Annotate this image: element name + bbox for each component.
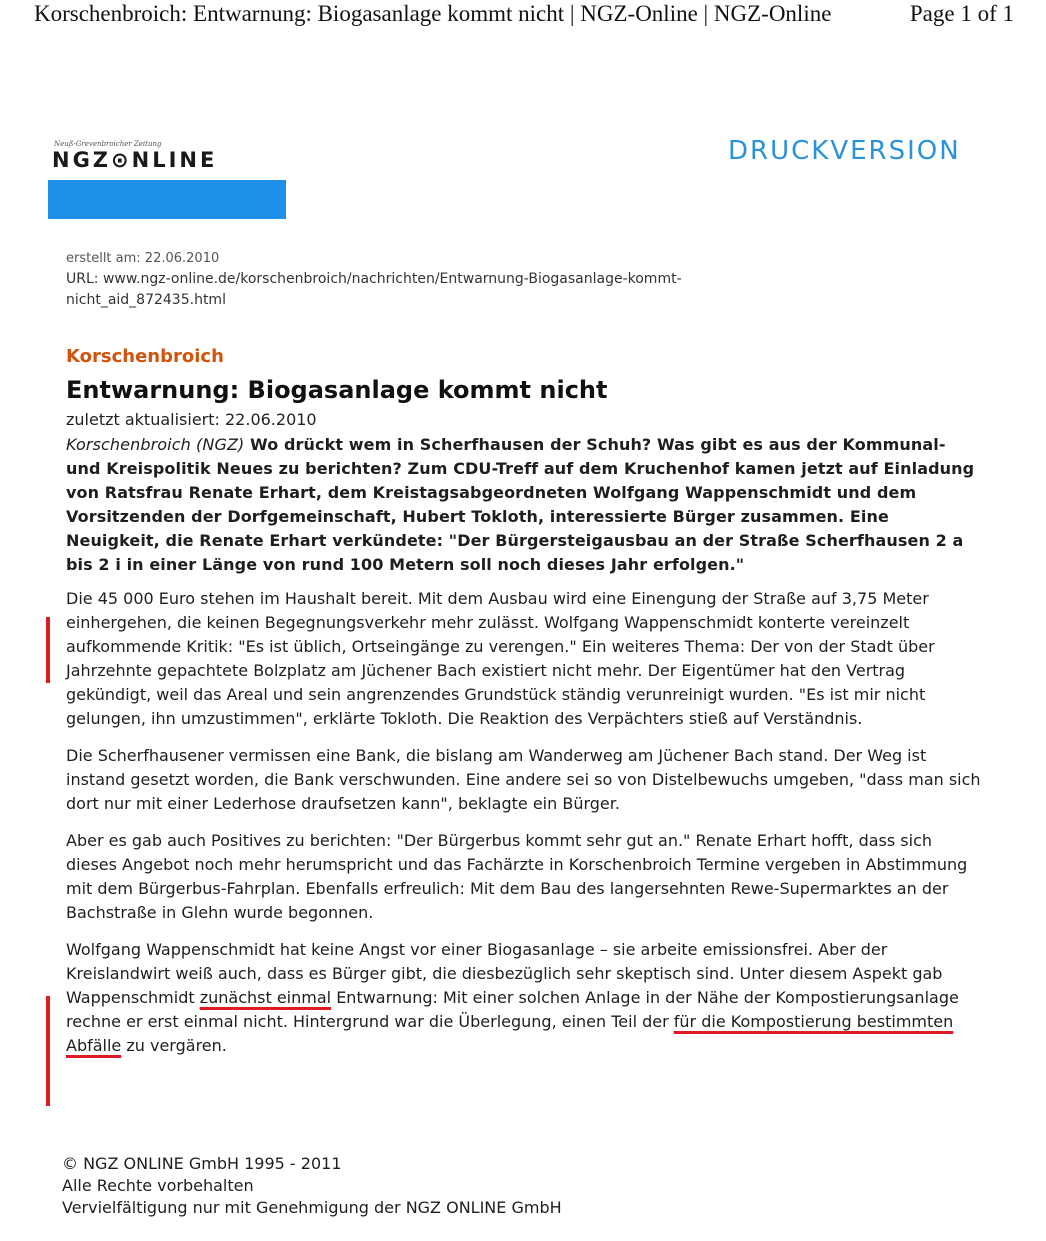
lead-text: Wo drückt wem in Scherfhausen der Schuh? Was gibt es aus der Kommunal- und Kreispolitik Neues zu berichten? Zum CDU-Treff auf dem Kruchenhof kamen jetzt auf Einladung von Ratsfrau Renate Erhart, dem Kreistagsabgeordneten Wolfgang Wappenschmidt und dem Vorsitzenden der Dorfgemeinschaft, Hubert Tokloth, interessierte Bürger zusammen. Eine Neuigkeit, die Renate Erhart verkündete: "Der Bürgersteigausbau an der Straße Scherfhausen 2 a bis 2 i in einer Länge von rund 100 Metern soll noch dieses Jahr erfolgen." [66,435,975,574]
print-page-title: Korschenbroich: Entwarnung: Biogasanlage kommt nicht | NGZ-Online | NGZ-Online [34,1,832,26]
margin-mark-2 [46,996,50,1106]
print-page-number: Page 1 of 1 [909,1,1014,26]
paragraph-2: Die Scherfhausener vermissen eine Bank, die bislang am Wanderweg am Jüchener Bach stand. Der Weg ist instand gesetzt worden, die Bank verschwunden. Eine andere sei so von Distelbewuchs umgeben, "dass man sich dort nur mit einer Lederhose draufsetzen kann", beklagte ein Bürger. [66,746,981,813]
paragraph-1: Die 45 000 Euro stehen im Haushalt bereit. Mit dem Ausbau wird eine Einengung der Straße auf 3,75 Meter einhergehen, die keinen Begegnungsverkehr mehr zulässt. Wolfgang Wappenschmidt konterte vereinzelt aufkommende Kritik: "Es ist üblich, Ortseingänge zu verengen." Ein weiteres Thema: Der von der Stadt über Jahrzehnte gepachtete Bolzplatz am Jüchener Bach existiert nicht mehr. Der Eigentümer hat den Vertrag gekündigt, weil das Areal und sein angrenzendes Grundstück ständig verunreinigt wurden. "Es ist mir nicht gelungen, ihn umzustimmen", erklärte Tokloth. Die Reaktion des Verpächters stieß auf Verständnis. [66,589,935,728]
article-lead [66,433,982,577]
print-header [34,0,1014,30]
footer-rights: Alle Rechte vorbehalten [62,1176,254,1195]
footer-copyright: © NGZ ONLINE GmbH 1995 - 2011 [62,1154,342,1173]
article-headline: Entwarnung: Biogasanlage kommt nicht [66,376,608,404]
dateline: Korschenbroich (NGZ) [66,435,245,454]
druckversion-label: DRUCKVERSION [728,136,961,166]
created-date: erstellt am: 22.06.2010 [66,251,220,266]
article-meta [66,248,826,311]
paragraph-4-text-a: Wolfgang Wappenschmidt hat keine Angst vor einer Biogasanlage – sie arbeite emissionsfrei. Aber der Kreislandwirt weiß auch, dass es Bürger gibt, die diesbezüglich sehr skeptisch sind. Unter diesem Aspekt gab Wappenschmidt [66,940,943,1007]
last-updated: zuletzt aktualisiert: 22.06.2010 [66,410,317,429]
underline-mark-2: für die Kompostierung bestimmten Abfälle [66,1012,954,1055]
paragraph-3: Aber es gab auch Positives zu berichten: "Der Bürgerbus kommt sehr gut an." Renate Erhart hofft, dass sich dieses Angebot noch mehr herumspricht und das Fachärzte in Korschenbroich Termine vergeben in Abstimmung mit dem Bürgerbus-Fahrplan. Ebenfalls erfreulich: Mit dem Bau des langersehnten Rewe-Supermarktes an der Bachstraße in Glehn wurde begonnen. [66,831,968,922]
article-body [66,433,982,1071]
paragraph-4-text-c: zu vergären. [121,1036,227,1055]
logo-tagline: Neuß-Grevenbroicher Zeitung [54,140,162,148]
article-url: URL: www.ngz-online.de/korschenbroich/nachrichten/Entwarnung-Biogasanlage-kommt-nicht_aid_872435.html [66,271,682,308]
logo-blue-bar [48,180,286,219]
margin-mark-1 [46,617,50,683]
ngz-online-logo[interactable] [48,140,286,220]
footer-reproduction: Vervielfältigung nur mit Genehmigung der NGZ ONLINE GmbH [62,1198,562,1217]
logo-wordmark: NGZ⊙NLINE [52,148,218,172]
category-label[interactable]: Korschenbroich [66,346,224,367]
underline-mark-1: zunächst einmal [199,988,332,1007]
paragraph-4-text-b: Entwarnung: Mit einer solchen Anlage in der Nähe der Kompostierungsanlage rechne er erst einmal nicht. Hintergrund war die Überlegung, einen Teil der [66,988,959,1031]
footer [62,1153,562,1219]
paragraph-4 [66,938,982,1058]
